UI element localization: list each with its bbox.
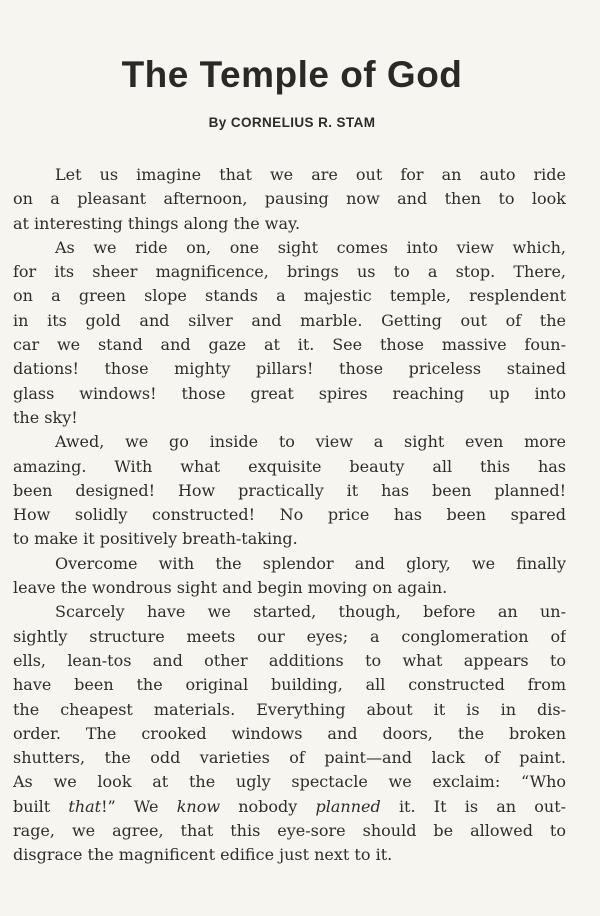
text-line: order. The crooked windows and doors, the broken (13, 723, 566, 743)
text-line: for its sheer magnificence, brings us to a stop. There, (13, 262, 566, 282)
text-run: !” We (101, 796, 177, 816)
text-line: car we stand and gaze at it. See those massive foun- (13, 335, 566, 355)
text-line: disgrace the magnificent edifice just next to it. (13, 845, 393, 865)
text-line: have been the original building, all constructed from (13, 675, 566, 695)
text-line: How solidly constructed! No price has been spared (13, 505, 566, 525)
article-title: The Temple of God (121, 54, 463, 95)
text-line: Let us imagine that we are out for an auto ride (55, 165, 566, 184)
paragraph-2 (13, 236, 566, 430)
text-line: Awed, we go inside to view a sight even more (55, 432, 566, 452)
text-line: leave the wondrous sight and begin moving on again. (13, 578, 448, 598)
text-line: to make it positively breath-taking. (13, 529, 298, 549)
text-line: ells, lean-tos and other additions to what appears to (13, 650, 566, 670)
text-line: As we ride on, one sight comes into view which, (55, 237, 566, 257)
text-line: sightly structure meets our eyes; a conglomeration of (13, 626, 566, 646)
text-line: the sky! (13, 407, 78, 427)
emphasis-that: that (68, 796, 102, 816)
text-line: the cheapest materials. Everything about it is in dis- (13, 699, 566, 719)
text-run: it. It is an out- (380, 796, 566, 816)
text-line: on a pleasant afternoon, pausing now and then to look (13, 189, 566, 209)
text-line-mixed (13, 795, 566, 819)
text-run: nobody (220, 796, 316, 816)
text-line: glass windows! those great spires reaching up into (13, 383, 566, 403)
text-line: Scarcely have we started, though, before an un- (55, 602, 566, 622)
text-line: amazing. With what exquisite beauty all this has (13, 456, 566, 476)
text-line: in its gold and silver and marble. Getting out of the (13, 310, 566, 330)
text-line: Overcome with the splendor and glory, we finally (55, 553, 566, 573)
text-line: dations! those mighty pillars! those priceless stained (13, 359, 566, 379)
paragraph-3 (13, 430, 566, 551)
text-line: at interesting things along the way. (13, 213, 301, 233)
text-line: been designed! How practically it has been planned! (13, 480, 566, 500)
text-line: rage, we agree, that this eye-sore should be allowed to (13, 821, 566, 841)
article-byline: By CORNELIUS R. STAM (208, 115, 376, 130)
paragraph-5 (13, 600, 566, 867)
article-body (13, 163, 566, 868)
text-line: on a green slope stands a majestic temple, resplendent (13, 286, 566, 306)
text-line: As we look at the ugly spectacle we exclaim: “Who (13, 772, 566, 792)
paragraph-1 (13, 163, 566, 236)
text-line: shutters, the odd varieties of paint—and lack of paint. (13, 748, 566, 768)
paragraph-4 (13, 552, 566, 601)
text-run: built (13, 796, 69, 816)
emphasis-planned: planned (315, 796, 381, 816)
emphasis-know: know (176, 796, 221, 816)
